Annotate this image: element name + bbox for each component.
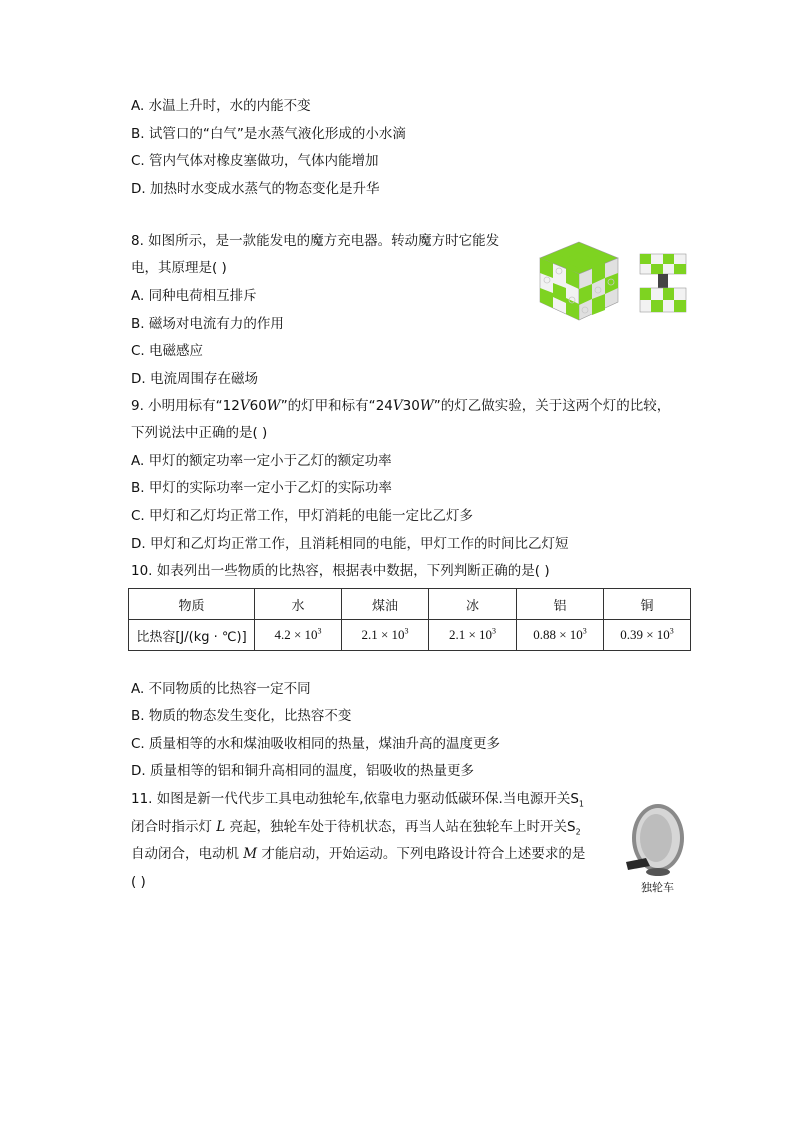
q9-option-d: D. 甲灯和乙灯均正常工作，且消耗相同的电能，甲灯工作的时间比乙灯短 xyxy=(131,536,569,552)
table-cell: $2.1 \times 10^3$ xyxy=(342,620,429,651)
q8-stem-line2: 电，其原理是( ) xyxy=(131,260,227,276)
q10-option-d: D. 质量相等的铝和铜升高相同的温度，铝吸收的热量更多 xyxy=(131,763,474,779)
q8-option-a: A. 同种电荷相互排斥 xyxy=(131,288,257,304)
magic-cube-open-image xyxy=(634,250,692,316)
q8-option-c: C. 电磁感应 xyxy=(131,343,204,359)
table-cell: $0.88 \times 10^3$ xyxy=(517,620,604,651)
q11-stem-line1: 11. 如图是新一代代步工具电动独轮车,依靠电力驱动低碳环保.当电源开关$S_1$ xyxy=(131,791,585,809)
q10-option-a: A. 不同物质的比热容一定不同 xyxy=(131,681,311,697)
table-header-cell: 铝 xyxy=(517,589,604,620)
q9-option-b: B. 甲灯的实际功率一定小于乙灯的实际功率 xyxy=(131,480,392,496)
q8-option-b: B. 磁场对电流有力的作用 xyxy=(131,316,284,332)
table-header-cell: 铜 xyxy=(604,589,691,620)
table-row xyxy=(129,620,691,651)
unicycle-image xyxy=(622,800,688,880)
q7-option-c: C. 管内气体对橡皮塞做功，气体内能增加 xyxy=(131,153,379,169)
q10-stem: 10. 如表列出一些物质的比热容，根据表中数据，下列判断正确的是( ) xyxy=(131,563,550,579)
q8-stem-line1: 8. 如图所示，是一款能发电的魔方充电器。转动魔方时它能发 xyxy=(131,233,500,249)
table-cell: $0.39 \times 10^3$ xyxy=(604,620,691,651)
table-header-cell: 冰 xyxy=(429,589,517,620)
q7-option-a: A. 水温上升时，水的内能不变 xyxy=(131,98,311,114)
table-cell: $2.1 \times 10^3$ xyxy=(429,620,517,651)
q9-option-c: C. 甲灯和乙灯均正常工作，甲灯消耗的电能一定比乙灯多 xyxy=(131,508,474,524)
q9-stem-line2: 下列说法中正确的是( ) xyxy=(131,425,268,441)
q11-stem-line3: 自动闭合，电动机 M 才能启动，开始运动。下列电路设计符合上述要求的是 xyxy=(131,846,586,862)
table-header-cell: 煤油 xyxy=(342,589,429,620)
q10-option-c: C. 质量相等的水和煤油吸收相同的热量，煤油升高的温度更多 xyxy=(131,736,501,752)
q9-option-a: A. 甲灯的额定功率一定小于乙灯的额定功率 xyxy=(131,453,392,469)
specific-heat-table xyxy=(128,588,691,651)
q10-option-b: B. 物质的物态发生变化，比热容不变 xyxy=(131,708,352,724)
q11-stem-line2: 闭合时指示灯 L 亮起，独轮车处于待机状态，再当人站在独轮车上时开关$S_2$ xyxy=(131,819,581,837)
table-row-label: 比热容[J/(kg · ℃)] xyxy=(129,620,255,651)
table-header-cell: 物质 xyxy=(129,589,255,620)
q7-option-d: D. 加热时水变成水蒸气的物态变化是升华 xyxy=(131,181,380,197)
q8-option-d: D. 电流周围存在磁场 xyxy=(131,371,258,387)
unicycle-caption: 独轮车 xyxy=(641,881,674,894)
table-header-row xyxy=(129,589,691,620)
table-header-cell: 水 xyxy=(255,589,342,620)
q7-option-b: B. 试管口的“白气”是水蒸气液化形成的小水滴 xyxy=(131,126,406,142)
magic-cube-charger-image xyxy=(536,238,622,324)
q9-stem-line1: 9. 小明用标有“12V60W”的灯甲和标有“24V30W”的灯乙做实验，关于这两个灯的比较， xyxy=(131,398,671,414)
table-cell: $4.2 \times 10^3$ xyxy=(255,620,342,651)
q11-stem-line4: ( ) xyxy=(131,874,146,890)
